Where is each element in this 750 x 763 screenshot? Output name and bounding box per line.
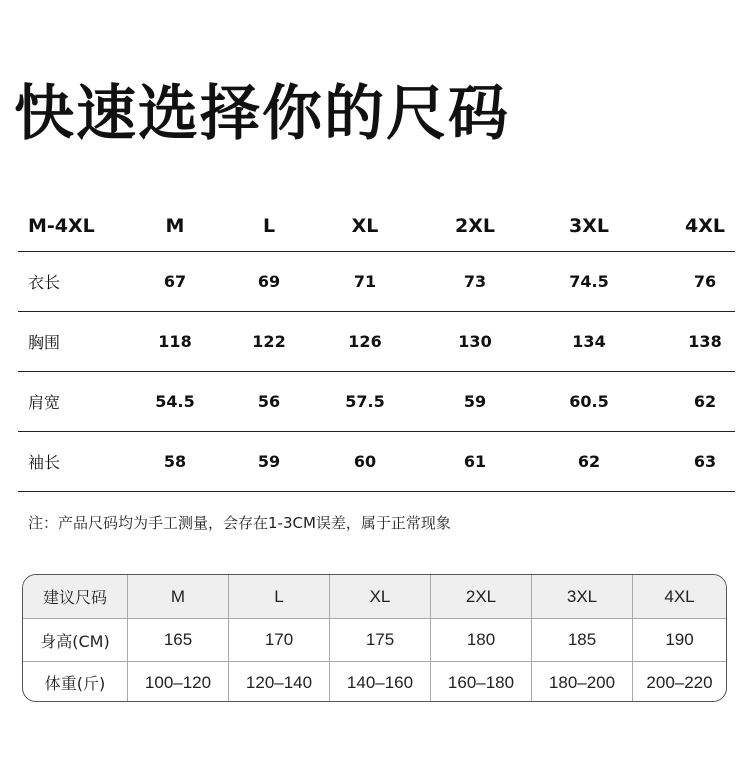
table-cell: 175 xyxy=(330,619,431,661)
table-cell: 56 xyxy=(257,392,281,411)
row-label: 肩宽 xyxy=(28,393,61,412)
table-cell: 74.5 xyxy=(569,272,609,291)
table-cell: 120–140 xyxy=(229,662,330,702)
recommendation-header xyxy=(23,575,726,619)
table-cell: 62 xyxy=(577,452,601,471)
table-cell: 130 xyxy=(458,332,492,351)
recommendation-table xyxy=(22,574,727,702)
table-row xyxy=(18,432,735,492)
table-cell: 180 xyxy=(431,619,532,661)
table-row xyxy=(23,619,726,662)
table-cell: 73 xyxy=(463,272,487,291)
header-size-l: L xyxy=(262,215,276,237)
header-size-3xl: 3XL xyxy=(532,575,633,618)
header-size-xl: XL xyxy=(351,215,379,237)
measurement-note: 注：产品尺码均为手工测量，会存在1-3CM误差，属于正常现象 xyxy=(28,514,451,532)
table-cell: 59 xyxy=(257,452,281,471)
header-size-2xl: 2XL xyxy=(431,575,532,618)
table-cell: 67 xyxy=(163,272,187,291)
table-cell: 100–120 xyxy=(128,662,229,702)
table-cell: 62 xyxy=(693,392,717,411)
table-cell: 57.5 xyxy=(345,392,385,411)
table-cell: 71 xyxy=(353,272,377,291)
header-size-2xl: 2XL xyxy=(455,215,495,237)
row-label: 体重(斤) xyxy=(23,662,128,702)
size-table xyxy=(18,201,735,492)
header-range: M-4XL xyxy=(28,215,95,237)
table-cell: 69 xyxy=(257,272,281,291)
table-cell: 60 xyxy=(353,452,377,471)
header-size-3xl: 3XL xyxy=(569,215,609,237)
table-cell: 200–220 xyxy=(646,672,713,692)
table-cell: 63 xyxy=(693,452,717,471)
header-size-m: M xyxy=(165,215,185,237)
table-cell: 54.5 xyxy=(155,392,195,411)
page-title: 快速选择你的尺码 xyxy=(14,79,510,149)
table-cell: 170 xyxy=(229,619,330,661)
table-row xyxy=(18,312,735,372)
table-cell: 140–160 xyxy=(330,662,431,702)
table-cell: 126 xyxy=(348,332,382,351)
header-size-4xl: 4XL xyxy=(685,215,725,237)
header-label: 建议尺码 xyxy=(23,575,128,618)
table-cell: 165 xyxy=(128,619,229,661)
size-table-header xyxy=(18,201,735,252)
row-label: 胸围 xyxy=(28,333,61,352)
header-size-xl: XL xyxy=(330,575,431,618)
table-row xyxy=(23,662,726,702)
row-label: 身高(CM) xyxy=(23,619,128,661)
table-cell: 134 xyxy=(572,332,606,351)
table-cell: 185 xyxy=(532,619,633,661)
header-size-m: M xyxy=(128,575,229,618)
row-label: 衣长 xyxy=(28,273,61,292)
table-cell: 60.5 xyxy=(569,392,609,411)
table-cell: 190 xyxy=(665,630,694,649)
table-cell: 58 xyxy=(163,452,187,471)
table-cell: 138 xyxy=(688,332,722,351)
table-cell: 76 xyxy=(693,272,717,291)
row-label: 袖长 xyxy=(28,453,61,472)
header-size-4xl: 4XL xyxy=(664,586,695,606)
table-cell: 59 xyxy=(463,392,487,411)
table-cell: 118 xyxy=(158,332,192,351)
table-row xyxy=(18,252,735,312)
header-size-l: L xyxy=(229,575,330,618)
table-cell: 61 xyxy=(463,452,487,471)
table-cell: 160–180 xyxy=(431,662,532,702)
table-cell: 122 xyxy=(252,332,286,351)
table-cell: 180–200 xyxy=(532,662,633,702)
table-row xyxy=(18,372,735,432)
